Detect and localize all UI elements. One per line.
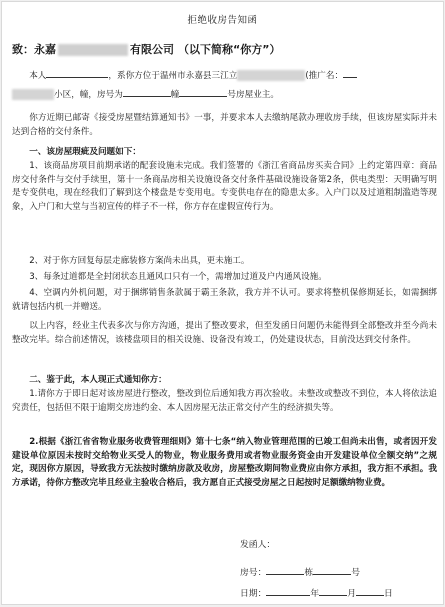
recipient-alias: （以下简称“你方”） [178,43,281,56]
redacted-project-name [237,70,305,81]
recipient-line [12,43,280,57]
recipient-prefix: 致：永嘉 [12,43,56,56]
recipient-suffix: 有限公司 [130,43,174,56]
issue-item: 1、该商品房项目前期承诺的配套设施未完成。我们签署的《浙江省商品房买卖合同》上约定第四章：商品房交付条件与交付手续里，第十一条商品房相关设施设备交付条件基础设施设备第2条，供电类型：天明确写明是专变供电，现在经我们了解到这个楼盘是专变用电。专变供电存在的隐患太多。入户门以及过道粗制滥造等现象，入户门和大堂与当初宣传的样子不一样，你方存在虚假宣传行为。 [12,161,437,212]
room-line: 房号： 栋 号 [240,564,360,581]
recent-paragraph: 你方近期已邮寄《接受房屋暨结算通知书》一事，并要求本人去缴纳尾款办理收房手续，但该房屋实际并未达到合格的交付条件。 [12,113,437,137]
sender-label: 发函人： [240,540,276,550]
redacted-company-name [58,44,128,56]
intro-line-2: 小区，幢，房号为 幢 号房屋业主。 [12,86,437,103]
intro-line-1: 本人 ，系你方位于温州市永嘉县三江立 (推广名： [12,67,437,84]
issue-item: 2、对于你方回复每层走廊装修方案尚未出具，更未施工。 [29,256,250,266]
section-1-summary: 以上内容，经业主代表多次与你方沟通，提出了整改要求，但至发函日问题仍未能得到全部整改并至今尚未整改完毕。综合前述情况，该楼盘项目的相关设施、设备没有竣工，仍处建设状态，目前没达到交付条件。 [12,321,437,345]
notice-item: 1.请你方于即日起对该房屋进行整改，整改到位后通知我方再次验收。未整改或整改不到位，本人将依法追究责任，包括但不限于逾期交房违约金、本人因房屋无法正常交付产生的经济损失等。 [12,389,437,413]
page-title: 拒绝收房告知函 [187,15,258,26]
issue-item: 3、每条过道都是全封闭状态且通风口只有一个，需增加过道及户内通风设施。 [29,272,327,282]
date-line: 日期： 年 月 日 [240,585,393,602]
issue-item: 4、空调内外机问题，对于捆绑销售条款属于霸王条款，我方并不认可。要求将整机保修期延长，如需捆绑就请包括内机一并赠送。 [12,288,437,312]
letter-page [1,1,444,605]
name-blank [46,67,108,78]
section-2-heading: 二、鉴于此，本人现正式通知你方： [29,375,167,385]
section-1-heading: 一、该房屋瑕疵及问题如下： [29,147,141,157]
redacted-alias [12,89,54,100]
alias-blank [343,67,357,78]
building-blank [123,86,171,97]
room-blank [179,86,227,97]
notice-item: 2.根据《浙江省省物业服务收费管理细则》第十七条“纳入物业管理范围的已竣工但尚未出售，或者因开发建设单位原因未按时交给物业买受人的物业，物业服务费用或者物业服务资金由开发建设单位全额交纳”之规定，现因你方原因，导致我方无法按时缴纳房款及收房，房屋整改期间物业费应由你方承担，我方拒不承担。我方承诺，待你方整改完毕且经业主验收合格后，我方愿自正式接受房屋之日起按时足额缴纳物业费。 [12,437,437,488]
